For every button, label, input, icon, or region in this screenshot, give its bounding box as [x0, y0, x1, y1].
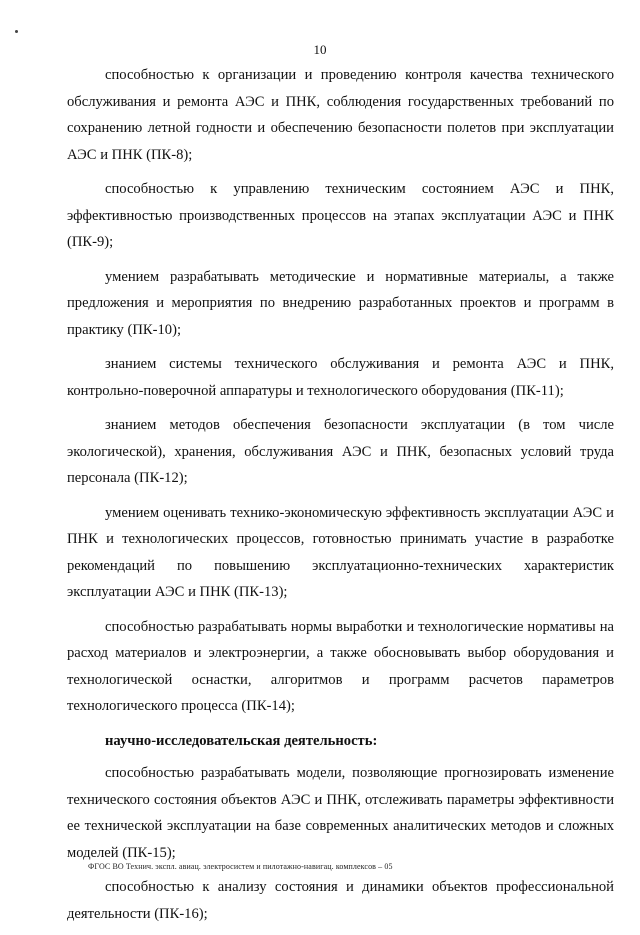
paragraph-pk-8: способностью к организации и проведению контроля качества технического обслуживания и ремонта АЭС и ПНК, соблюдения государственных требований по сохранению летной годности и обеспечению безопасности полетов при эксплуатации АЭС и ПНК (ПК-8);	[67, 67, 614, 163]
page-footer: ФГОС ВО Технич. экспл. авиац. электросистем и пилотажно-навигац. комплексов – 05	[88, 862, 393, 871]
paragraph-pk-14: способностью разрабатывать нормы выработки и технологические нормативы на расход материалов и электроэнергии, а также обосновывать выбор оборудования и технологической оснастки, алгоритмов и программ расчетов параметров технологического процесса (ПК-14);	[67, 618, 614, 714]
paragraph-pk-13: умением оценивать технико-экономическую эффективность эксплуатации АЭС и ПНК и технологических процессов, готовностью принимать участие в разработке рекомендаций по повышению эксплуатационно-технических характеристик эксплуатации АЭС и ПНК (ПК-13);	[67, 504, 614, 600]
paragraph-pk-15: способностью разрабатывать модели, позволяющие прогнозировать изменение технического состояния объектов АЭС и ПНК, отслеживать параметры эффективности ее технической эксплуатации на базе современных аналитических методов и сложных моделей (ПК-15);	[67, 765, 614, 861]
paragraph-pk-11: знанием системы технического обслуживания и ремонта АЭС и ПНК, контрольно-поверочной аппаратуры и технологического оборудования (ПК-11);	[67, 356, 614, 399]
paragraph-pk-16: способностью к анализу состояния и динамики объектов профессиональной деятельности (ПК-16);	[67, 879, 614, 922]
document-body	[67, 62, 614, 935]
scan-speck	[15, 30, 18, 33]
page-number: 10	[313, 42, 327, 57]
paragraph-pk-10: умением разрабатывать методические и нормативные материалы, а также предложения и мероприятия по внедрению разработанных проектов и программ в практику (ПК-10);	[67, 268, 614, 338]
paragraph-pk-12: знанием методов обеспечения безопасности эксплуатации (в том числе экологической), хранения, обслуживания АЭС и ПНК, безопасных условий труда персонала (ПК-12);	[67, 417, 614, 486]
section-heading: научно-исследовательская деятельность:	[105, 732, 378, 749]
paragraph-pk-9: способностью к управлению техническим состоянием АЭС и ПНК, эффективностью производственных процессов на этапах эксплуатации АЭС и ПНК (ПК-9);	[67, 181, 614, 250]
